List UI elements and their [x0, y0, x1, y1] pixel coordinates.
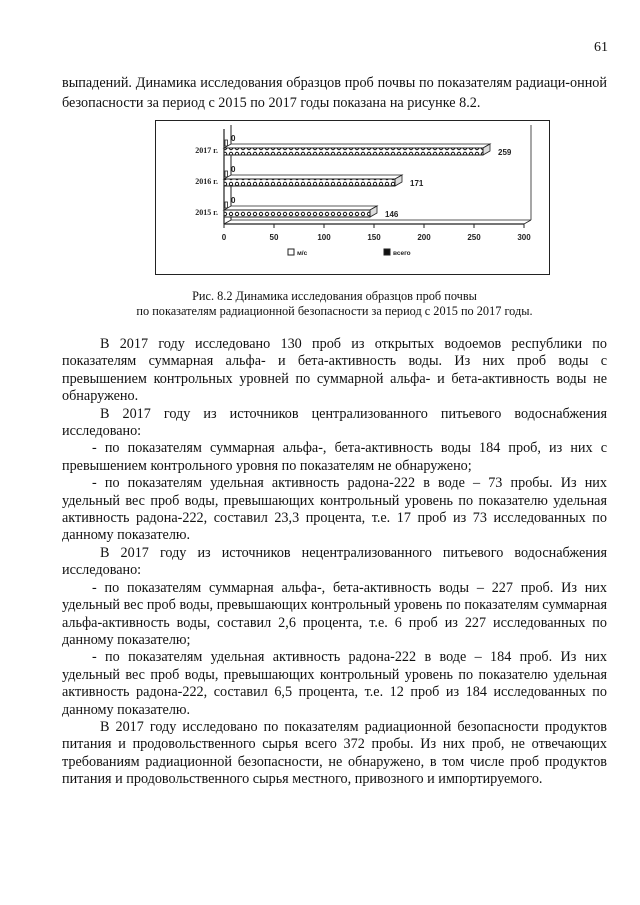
- data-label: 171: [410, 179, 424, 188]
- x-tick-label: 200: [417, 233, 431, 242]
- bar-zero: [225, 140, 228, 146]
- x-tick-label: 150: [367, 233, 381, 242]
- x-tick-label: 0: [221, 233, 227, 242]
- caption-line-2: по показателям радиационной безопасности за период с 2015 по 2017 годы.: [136, 304, 533, 318]
- bar-chart: [156, 121, 549, 274]
- data-label: 259: [498, 148, 512, 157]
- legend-swatch: [288, 249, 294, 255]
- body-text: [62, 336, 607, 789]
- list-item: - по показателям суммарная альфа-, бета-активность воды – 227 проб. Из них удельный вес проб воды, превышающих контрольный уровень по показателям суммарная альфа-активность воды, составил 2,6 процента, т.е. 6 проб из 227 исследованных по данному показателю;: [62, 579, 607, 648]
- category-label: 2017 г.: [195, 146, 218, 155]
- list-item: - по показателям удельная активность радона-222 в воде – 73 пробы. Из них удельный вес проб воды, превышающих контрольный уровень по показателю удельная активность радона-222, составил 23,3 процента, т.е. 17 проб из 73 исследованных по данному показателю.: [62, 475, 607, 544]
- x-tick-label: 100: [317, 233, 331, 242]
- paragraph: В 2017 году из источников нецентрализованного питьевого водоснабжения исследовано:: [62, 544, 607, 579]
- bar-zero: [225, 202, 228, 208]
- intro-paragraph: выпадений. Динамика исследования образцов проб почвы по показателям радиаци-онной безопасности за период с 2015 по 2017 годы показана на рисунке 8.2.: [62, 75, 607, 111]
- bar-top-face: [224, 206, 377, 210]
- bar-top-face: [224, 144, 490, 148]
- bar-zero: [225, 171, 228, 177]
- data-label-zero: 0: [231, 134, 236, 143]
- x-tick-label: 300: [517, 233, 531, 242]
- list-item: - по показателям удельная активность радона-222 в воде – 184 проб. Из них удельный вес проб воды, превышающих контрольный уровень по показателю удельная активность радона-222, составил 6,5 процента, т.е. 12 проб из 184 исследованных по данному показателю.: [62, 649, 607, 718]
- list-item: - по показателям суммарная альфа-, бета-активность воды 184 проб, из них с превышением контрольного уровня по показателям не обнаружено;: [62, 440, 607, 474]
- x-tick-label: 50: [269, 233, 279, 242]
- caption-line-1: Рис. 8.2 Динамика исследования образцов проб почвы: [192, 289, 477, 303]
- paragraph: В 2017 году из источников централизованного питьевого водоснабжения исследовано:: [62, 405, 607, 440]
- bar-top-face: [224, 175, 402, 179]
- chart-frame: [155, 120, 550, 275]
- bar-total: [224, 179, 395, 186]
- legend-label: всего: [393, 250, 411, 257]
- category-label: 2016 г.: [195, 177, 218, 186]
- legend-swatch: [384, 249, 390, 255]
- floor-corner-edge: [524, 220, 531, 224]
- legend-label: м/с: [297, 250, 308, 257]
- data-label-zero: 0: [231, 165, 236, 174]
- category-label: 2015 г.: [195, 208, 218, 217]
- paragraph: В 2017 году исследовано по показателям радиационной безопасности продуктов питания и продовольственного сырья всего 372 пробы. Из них проб, не отвечающих требованиям радиационной безопасности, не обнаружено, в том числе проб продуктов питания и продовольственного сырья местного, привозного и импортируемого.: [62, 718, 607, 788]
- data-label-zero: 0: [231, 196, 236, 205]
- chart-marks: [195, 134, 512, 257]
- bar-total: [224, 148, 483, 155]
- bar-total: [224, 210, 370, 217]
- data-label: 146: [385, 210, 399, 219]
- x-tick-label: 250: [467, 233, 481, 242]
- page-number: 61: [594, 40, 608, 55]
- figure-caption: [62, 289, 607, 319]
- paragraph: В 2017 году исследовано 130 проб из открытых водоемов республики по показателям суммарная альфа- и бета-активность воды. Из них проб воды с превышением контрольных уровней по суммарной альфа- и бета-активность воды не обнаружено.: [62, 336, 607, 405]
